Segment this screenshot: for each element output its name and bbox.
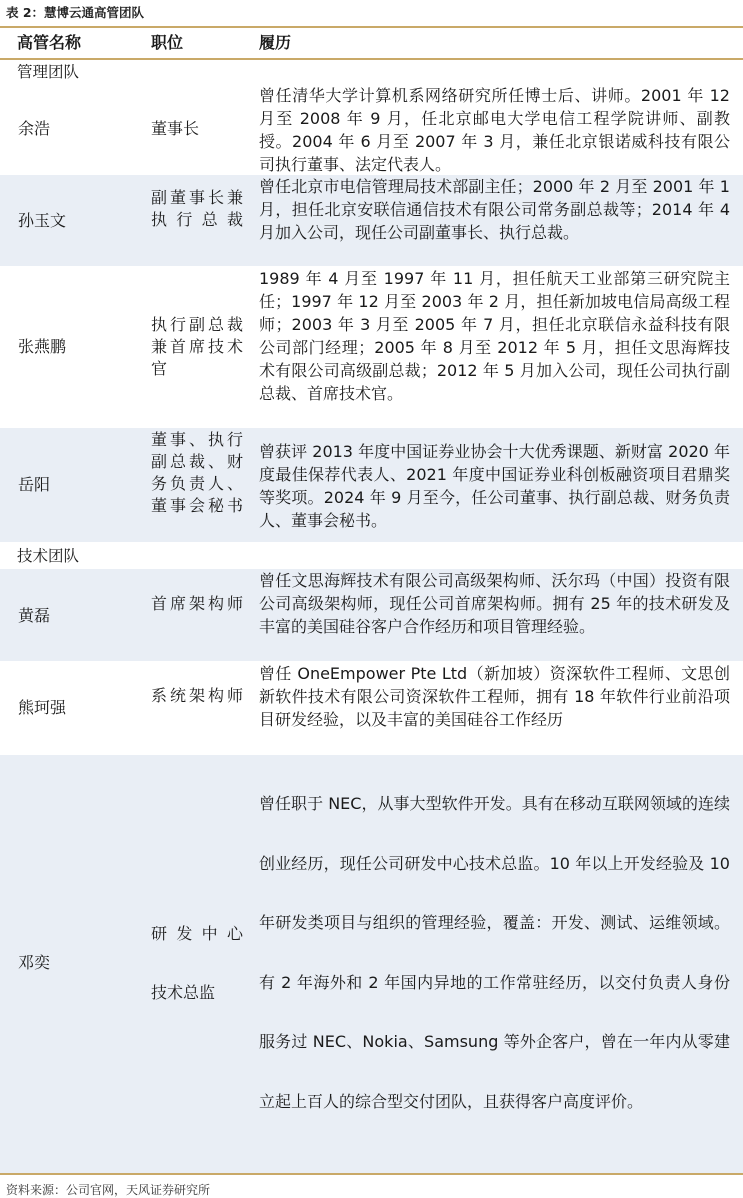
executive-position-line2: 技术总监: [151, 983, 216, 1002]
executive-position: 董事、执行副总裁、财务负责人、董事会秘书: [151, 430, 243, 515]
header-name: 高管名称: [17, 33, 82, 52]
executive-resume: 曾任北京市电信管理局技术部副主任；2000 年 2 月至 2001 年 1 月，担任北京安联信通信技术有限公司常务副总裁等；2014 年 4 月加入公司，现任公司副董事长、执行总裁。: [259, 177, 730, 242]
executive-position: 董事长: [151, 119, 200, 138]
source-note: 资料来源：公司官网，天风证券研究所: [6, 1183, 211, 1197]
executive-name: 岳阳: [18, 475, 51, 494]
table-caption: 表 2：慧博云通高管团队: [6, 5, 145, 20]
executive-resume: 曾任清华大学计算机系网络研究所任博士后、讲师。2001 年 12 月至 2008 年 9 月，任北京邮电大学电信工程学院讲师、副教授。2004 年 6 月至 2007 年 3 月，兼任北京银诺威科技有限公司执行董事、法定代表人。: [259, 86, 730, 174]
executive-name: 孙玉文: [18, 211, 67, 230]
header-rule: [0, 58, 743, 60]
table-row: [0, 175, 743, 266]
executive-position: 执行副总裁兼首席技术官: [151, 315, 243, 378]
header-position: 职位: [151, 33, 184, 52]
section-technical: 技术团队: [17, 547, 80, 565]
executive-name: 张燕鹏: [18, 337, 67, 356]
table-row: [0, 266, 743, 428]
table-row: [0, 661, 743, 755]
section-management: 管理团队: [17, 63, 80, 81]
executive-resume: 曾任 OneEmpower Pte Ltd（新加坡）资深软件工程师、文思创新软件技术有限公司资深软件工程师，拥有 18 年软件行业前沿项目研发经验，以及丰富的美国硅谷工作经历: [259, 664, 730, 729]
executive-name: 余浩: [18, 119, 51, 138]
table-row: [0, 569, 743, 661]
table-row: [0, 84, 743, 175]
executive-position: 首席架构师: [151, 594, 243, 613]
executive-position: 副董事长兼执行总裁: [151, 188, 243, 229]
table-row: [0, 755, 743, 1173]
executive-name: 熊珂强: [18, 698, 67, 717]
executive-resume: 1989 年 4 月至 1997 年 11 月，担任航天工业部第三研究院主任；1997 年 12 月至 2003 年 2 月，担任新加坡电信局高级工程师；2003 年 3 月至 2005 年 7 月，担任北京联信永益科技有限公司部门经理；2005 年 8 月至 2012 年 5 月，担任文思海辉技术有限公司高级副总裁；2012 年 5 月加入公司，现任公司执行副总裁、首席技术官。: [259, 269, 730, 403]
executive-resume: 曾任文思海辉技术有限公司高级架构师、沃尔玛（中国）投资有限公司高级架构师，现任公司首席架构师。拥有 25 年的技术研发及丰富的美国硅谷客户合作经历和项目管理经验。: [259, 571, 730, 636]
executive-position: 系统架构师: [151, 686, 243, 705]
executive-position-line1: 研发中心: [151, 924, 243, 943]
executive-name: 邓奕: [18, 953, 51, 972]
executive-resume: 曾获评 2013 年度中国证券业协会十大优秀课题、新财富 2020 年度最佳保荐代表人、2021 年度中国证券业科创板融资项目君鼎奖等奖项。2024 年 9 月至今，任公司董事、执行副总裁、财务负责人、董事会秘书。: [259, 442, 730, 530]
top-rule: [0, 26, 743, 28]
executive-name: 黄磊: [18, 606, 51, 625]
executive-resume: 曾任职于 NEC，从事大型软件开发。具有在移动互联网领域的连续创业经历，现任公司研发中心技术总监。10 年以上开发经验及 10 年研发类项目与组织的管理经验，覆盖：开发、测试、运维领域。有 2 年海外和 2 年国内异地的工作常驻经历，以交付负责人身份服务过 NEC、Nokia、Samsung 等外企客户，曾在一年内从零建立起上百人的综合型交付团队，且获得客户高度评价。: [259, 794, 730, 1111]
table-row: [0, 428, 743, 542]
header-resume: 履历: [259, 33, 292, 52]
bottom-rule: [0, 1173, 743, 1175]
